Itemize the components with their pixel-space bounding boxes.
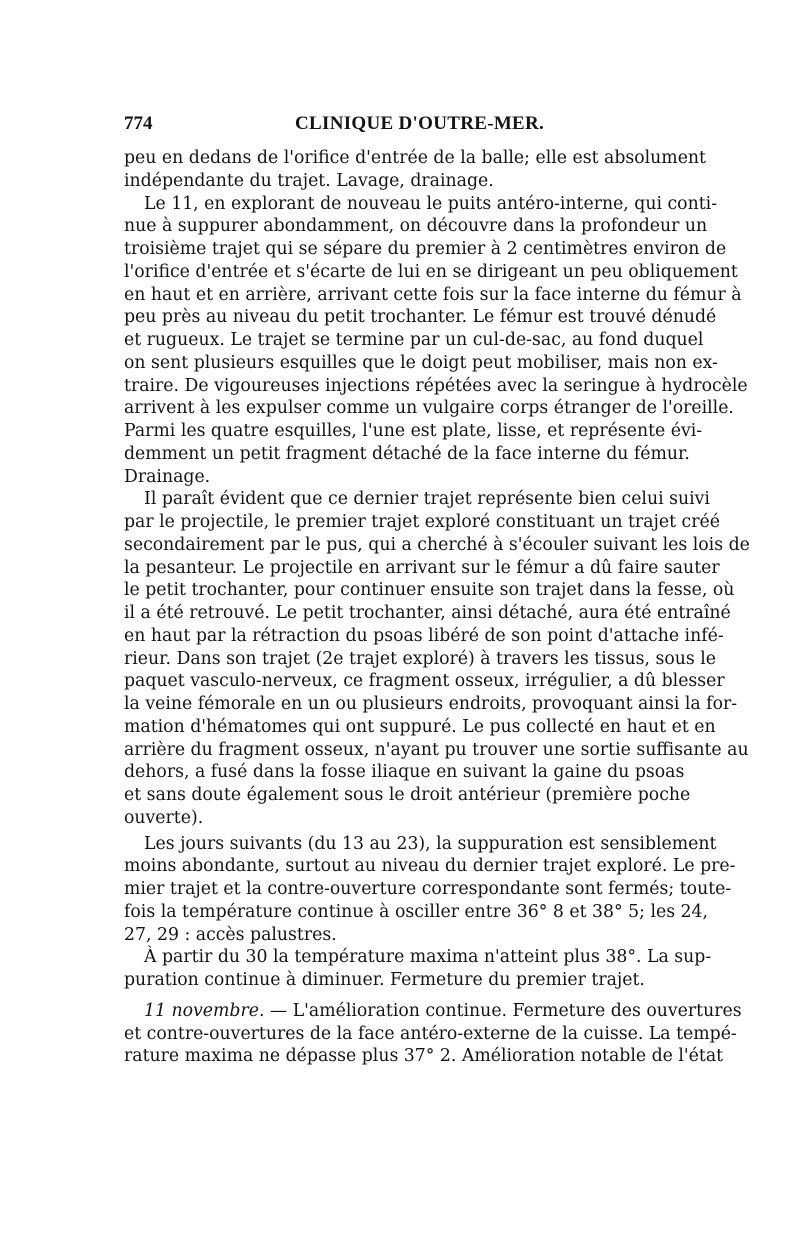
text-line: À partir du 30 la température maxima n'atteint plus 38°. La sup-	[144, 947, 712, 968]
paragraph	[124, 488, 750, 829]
text-line: Le 11, en explorant de nouveau le puits antéro-interne, qui conti-	[144, 193, 718, 214]
text-line: ouverte).	[124, 807, 204, 828]
text-line: mier trajet et la contre-ouverture correspondante sont fermés; toute-	[124, 879, 732, 899]
text-line: rieur. Dans son trajet (2e trajet exploré) à travers les tissus, sous le	[124, 648, 716, 669]
text-line: mation d'hématomes qui ont suppuré. Le pus collecté en haut et en	[124, 716, 716, 737]
paragraph	[124, 1000, 742, 1068]
text-line: Parmi les quatre esquilles, l'une est plate, lisse, et représente évi-	[124, 421, 703, 441]
text-line: nue à suppurer abondamment, on découvre dans la profondeur un	[124, 216, 708, 237]
paragraph	[124, 833, 736, 947]
page-header	[124, 113, 684, 143]
text-line: 27, 29 : accès palustres.	[124, 924, 337, 945]
text-line: Il paraît évident que ce dernier trajet représente bien celui suivi	[144, 489, 710, 510]
text-line: par le projectile, le premier trajet exploré constituant un trajet créé	[124, 512, 720, 532]
text-line: paquet vasculo-nerveux, ce fragment osseux, irrégulier, a dû blesser	[124, 671, 725, 692]
text-line: peu en dedans de l'orifice d'entrée de la balle; elle est absolument	[124, 148, 706, 168]
text-line: la veine fémorale en un ou plusieurs endroits, provoquant ainsi la for-	[124, 694, 738, 714]
running-title: CLINIQUE D'OUTRE-MER.	[295, 113, 545, 134]
text-line: arrivent à les expulser comme un vulgaire corps étranger de l'oreille.	[124, 398, 734, 419]
body-text	[124, 147, 750, 1068]
text-line: arrière du fragment osseux, n'ayant pu trouver une sortie suffisante au	[124, 739, 749, 760]
text-line: dehors, a fusé dans la fosse iliaque en suivant la gaine du psoas	[124, 762, 685, 783]
text-line: fois la température continue à osciller entre 36° 8 et 38° 5; les 24,	[124, 901, 709, 922]
paragraph	[124, 147, 706, 193]
text-line: troisième trajet qui se sépare du premier à 2 centimètres environ de	[124, 239, 727, 259]
text-line: traire. De vigoureuses injections répétées avec la seringue à hydrocèle	[124, 375, 748, 396]
text-line	[124, 1000, 742, 1023]
text-line: il a été retrouvé. Le petit trochanter, ainsi détaché, aura été entraîné	[124, 603, 731, 623]
text-line: Les jours suivants (du 13 au 23), la suppuration est sensiblement	[144, 833, 717, 854]
text-line: indépendante du trajet. Lavage, drainage.	[124, 170, 494, 191]
text-line: et contre-ouvertures de la face antéro-externe de la cuisse. La tempé-	[124, 1023, 737, 1044]
text-line: secondairement par le pus, qui a cherché à s'écouler suivant les lois de	[124, 534, 750, 555]
text-line: la pesanteur. Le projectile en arrivant sur le fémur a dû faire sauter	[124, 557, 720, 578]
text-line: en haut et en arrière, arrivant cette fois sur la face interne du fémur à	[124, 284, 742, 305]
text-line: puration continue à diminuer. Fermeture du premier trajet.	[124, 970, 645, 990]
text-line: rature maxima ne dépasse plus 37° 2. Amélioration notable de l'état	[124, 1046, 724, 1067]
text-line: et rugueux. Le trajet se termine par un cul-de-sac, au fond duquel	[124, 330, 704, 350]
text-line: en haut par la rétraction du psoas libéré de son point d'attache infé-	[124, 625, 724, 646]
text-line: peu près au niveau du petit trochanter. Le fémur est trouvé dénudé	[124, 307, 717, 328]
paragraph	[124, 946, 712, 992]
text-line: et sans doute également sous le droit antérieur (première poche	[124, 785, 691, 805]
text-line: moins abondante, surtout au niveau du dernier trajet exploré. Le pre-	[124, 856, 736, 877]
text-line: l'orifice d'entrée et s'écarte de lui en se dirigeant un peu obliquement	[124, 261, 738, 282]
text-line: on sent plusieurs esquilles que le doigt peut mobiliser, mais non ex-	[124, 352, 718, 373]
text-line: demment un petit fragment détaché de la face interne du fémur.	[124, 443, 690, 464]
paragraph	[124, 193, 748, 489]
text-line: Drainage.	[124, 466, 211, 487]
entry-text: — L'amélioration continue. Fermeture des ouvertures	[264, 1000, 742, 1021]
text-line: le petit trochanter, pour continuer ensuite son trajet dans la fesse, où	[124, 580, 735, 601]
page-number: 774	[124, 113, 153, 134]
entry-date: 11 novembre.	[144, 1000, 265, 1021]
